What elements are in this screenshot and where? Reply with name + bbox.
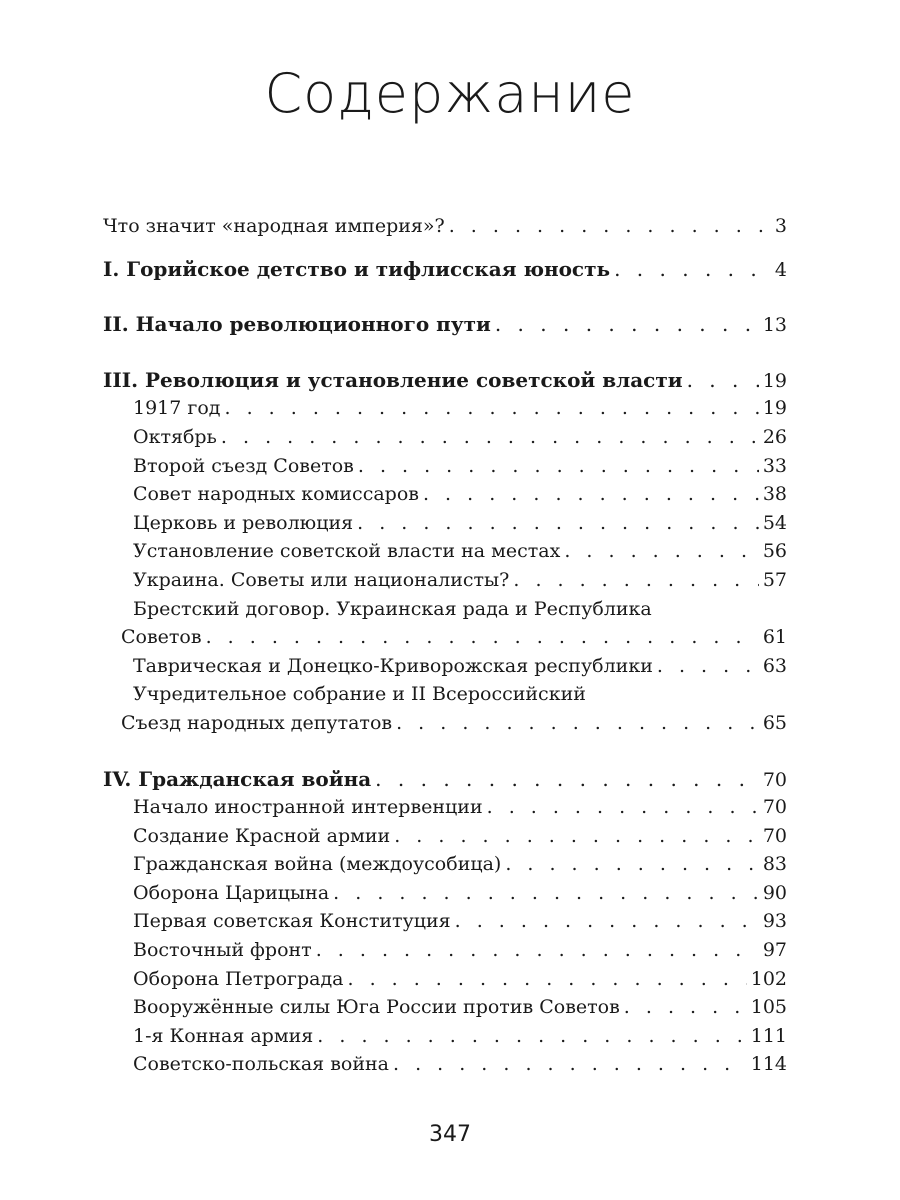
dot-leader bbox=[396, 709, 759, 738]
dot-leader bbox=[357, 509, 759, 538]
toc-page-number: 90 bbox=[762, 881, 787, 904]
dot-leader bbox=[347, 965, 746, 994]
toc-page-number: 3 bbox=[774, 215, 787, 237]
toc-entry bbox=[103, 452, 787, 481]
toc-page-number: 57 bbox=[762, 568, 787, 591]
toc-entry bbox=[103, 1050, 787, 1079]
dot-leader bbox=[495, 310, 759, 339]
toc-entry-text: IV. Гражданская война bbox=[103, 766, 372, 791]
toc-page-number: 19 bbox=[762, 397, 787, 420]
toc-page-number: 111 bbox=[750, 1024, 787, 1047]
toc-entry-text: Установление советской власти на местах bbox=[133, 540, 561, 563]
dot-leader bbox=[225, 394, 759, 423]
dot-leader bbox=[393, 1050, 747, 1079]
dot-leader bbox=[505, 850, 759, 879]
toc-entry-continuation bbox=[103, 709, 787, 738]
toc-page-number: 97 bbox=[762, 939, 787, 962]
toc-entry bbox=[103, 509, 787, 538]
toc-entry-text: Восточный фронт bbox=[133, 939, 312, 962]
dot-leader bbox=[487, 793, 759, 822]
toc-entry bbox=[103, 793, 787, 822]
toc-page-number: 19 bbox=[762, 369, 787, 392]
toc-page-number: 65 bbox=[762, 711, 787, 734]
toc-entry bbox=[103, 993, 787, 1022]
toc-entry-text: Украина. Советы или националисты? bbox=[133, 568, 510, 591]
toc-page-number: 26 bbox=[762, 425, 787, 448]
dot-leader bbox=[687, 366, 759, 395]
toc-entry-text: Второй съезд Советов bbox=[133, 454, 354, 477]
toc-chapter bbox=[103, 765, 787, 794]
toc-page-number: 33 bbox=[762, 454, 787, 477]
toc-entry-text: I. Горийское детство и тифлисская юность bbox=[103, 256, 611, 281]
table-of-contents bbox=[103, 212, 787, 1079]
dot-leader bbox=[455, 907, 759, 936]
toc-entry-text: Гражданская война (междоусобица) bbox=[133, 853, 502, 876]
dot-leader bbox=[333, 879, 759, 908]
dot-leader bbox=[449, 212, 771, 241]
toc-entry-text: Советско-польская война bbox=[133, 1053, 389, 1076]
toc-entry-text: Брестский договор. Украинская рада и Республика bbox=[133, 597, 652, 620]
toc-entry-text: III. Революция и установление советской власти bbox=[103, 367, 683, 392]
toc-entry bbox=[103, 1022, 787, 1051]
toc-entry bbox=[103, 907, 787, 936]
toc-page-number: 105 bbox=[750, 996, 787, 1019]
toc-entry-text: Советов bbox=[121, 626, 202, 649]
toc-entry bbox=[103, 936, 787, 965]
toc-entry bbox=[103, 595, 787, 624]
toc-entry-text: Учредительное собрание и II Всероссийский bbox=[133, 683, 586, 706]
toc-entry-text: 1-я Конная армия bbox=[133, 1024, 314, 1047]
toc-chapter bbox=[103, 310, 787, 339]
toc-entry-text: Начало иностранной интервенции bbox=[133, 796, 483, 819]
dot-leader bbox=[375, 765, 759, 794]
toc-entry-continuation bbox=[103, 623, 787, 652]
toc-entry bbox=[103, 480, 787, 509]
toc-entry-text: 1917 год bbox=[133, 397, 221, 420]
dot-leader bbox=[614, 255, 771, 284]
dot-leader bbox=[624, 993, 747, 1022]
toc-entry bbox=[103, 680, 787, 709]
toc-page-number: 61 bbox=[762, 626, 787, 649]
toc-page-number: 93 bbox=[762, 910, 787, 933]
toc-page-number: 83 bbox=[762, 853, 787, 876]
toc-entry-text: Церковь и революция bbox=[133, 511, 354, 534]
toc-entry bbox=[103, 652, 787, 681]
dot-leader bbox=[316, 936, 759, 965]
toc-page-number: 63 bbox=[762, 654, 787, 677]
page-title: Содержание bbox=[264, 62, 636, 125]
toc-entry bbox=[103, 879, 787, 908]
dot-leader bbox=[423, 480, 759, 509]
toc-entry bbox=[103, 537, 787, 566]
dot-leader bbox=[394, 822, 759, 851]
toc-entry-text: Совет народных комиссаров bbox=[133, 483, 419, 506]
toc-entry-text: Создание Красной армии bbox=[133, 824, 391, 847]
toc-page-number: 38 bbox=[762, 483, 787, 506]
toc-chapter bbox=[103, 366, 787, 395]
toc-page-number: 70 bbox=[762, 796, 787, 819]
dot-leader bbox=[358, 452, 759, 481]
toc-entry bbox=[103, 850, 787, 879]
toc-entry bbox=[103, 822, 787, 851]
toc-entry bbox=[103, 423, 787, 452]
toc-entry bbox=[103, 566, 787, 595]
toc-page-number: 70 bbox=[762, 768, 787, 791]
toc-page-number: 54 bbox=[762, 511, 787, 534]
dot-leader bbox=[206, 623, 759, 652]
dot-leader bbox=[317, 1022, 746, 1051]
toc-entry-text: Первая советская Конституция bbox=[133, 910, 451, 933]
dot-leader bbox=[564, 537, 758, 566]
toc-entry-text: Октябрь bbox=[133, 425, 217, 448]
toc-page-number: 4 bbox=[774, 258, 787, 281]
dot-leader bbox=[657, 652, 759, 681]
toc-chapter bbox=[103, 255, 787, 284]
toc-entry bbox=[103, 212, 787, 241]
toc-entry-text: II. Начало революционного пути bbox=[103, 312, 491, 337]
toc-entry-text: Вооружённые силы Юга России против Советов bbox=[133, 996, 620, 1019]
toc-entry-text: Оборона Петрограда bbox=[133, 967, 344, 990]
toc-entry bbox=[103, 394, 787, 423]
toc-entry bbox=[103, 965, 787, 994]
toc-page-number: 56 bbox=[762, 540, 787, 563]
dot-leader bbox=[513, 566, 758, 595]
toc-entry-text: Съезд народных депутатов bbox=[121, 711, 393, 734]
toc-entry-text: Оборона Царицына bbox=[133, 881, 330, 904]
toc-entry-text: Таврическая и Донецко-Криворожская республики bbox=[133, 654, 653, 677]
toc-page-number: 13 bbox=[762, 314, 787, 337]
page-number: 347 bbox=[429, 1122, 471, 1147]
toc-page-number: 102 bbox=[750, 967, 787, 990]
toc-entry-text: Что значит «народная империя»? bbox=[103, 215, 445, 237]
dot-leader bbox=[221, 423, 759, 452]
toc-page-number: 114 bbox=[750, 1053, 787, 1076]
toc-page-number: 70 bbox=[762, 824, 787, 847]
